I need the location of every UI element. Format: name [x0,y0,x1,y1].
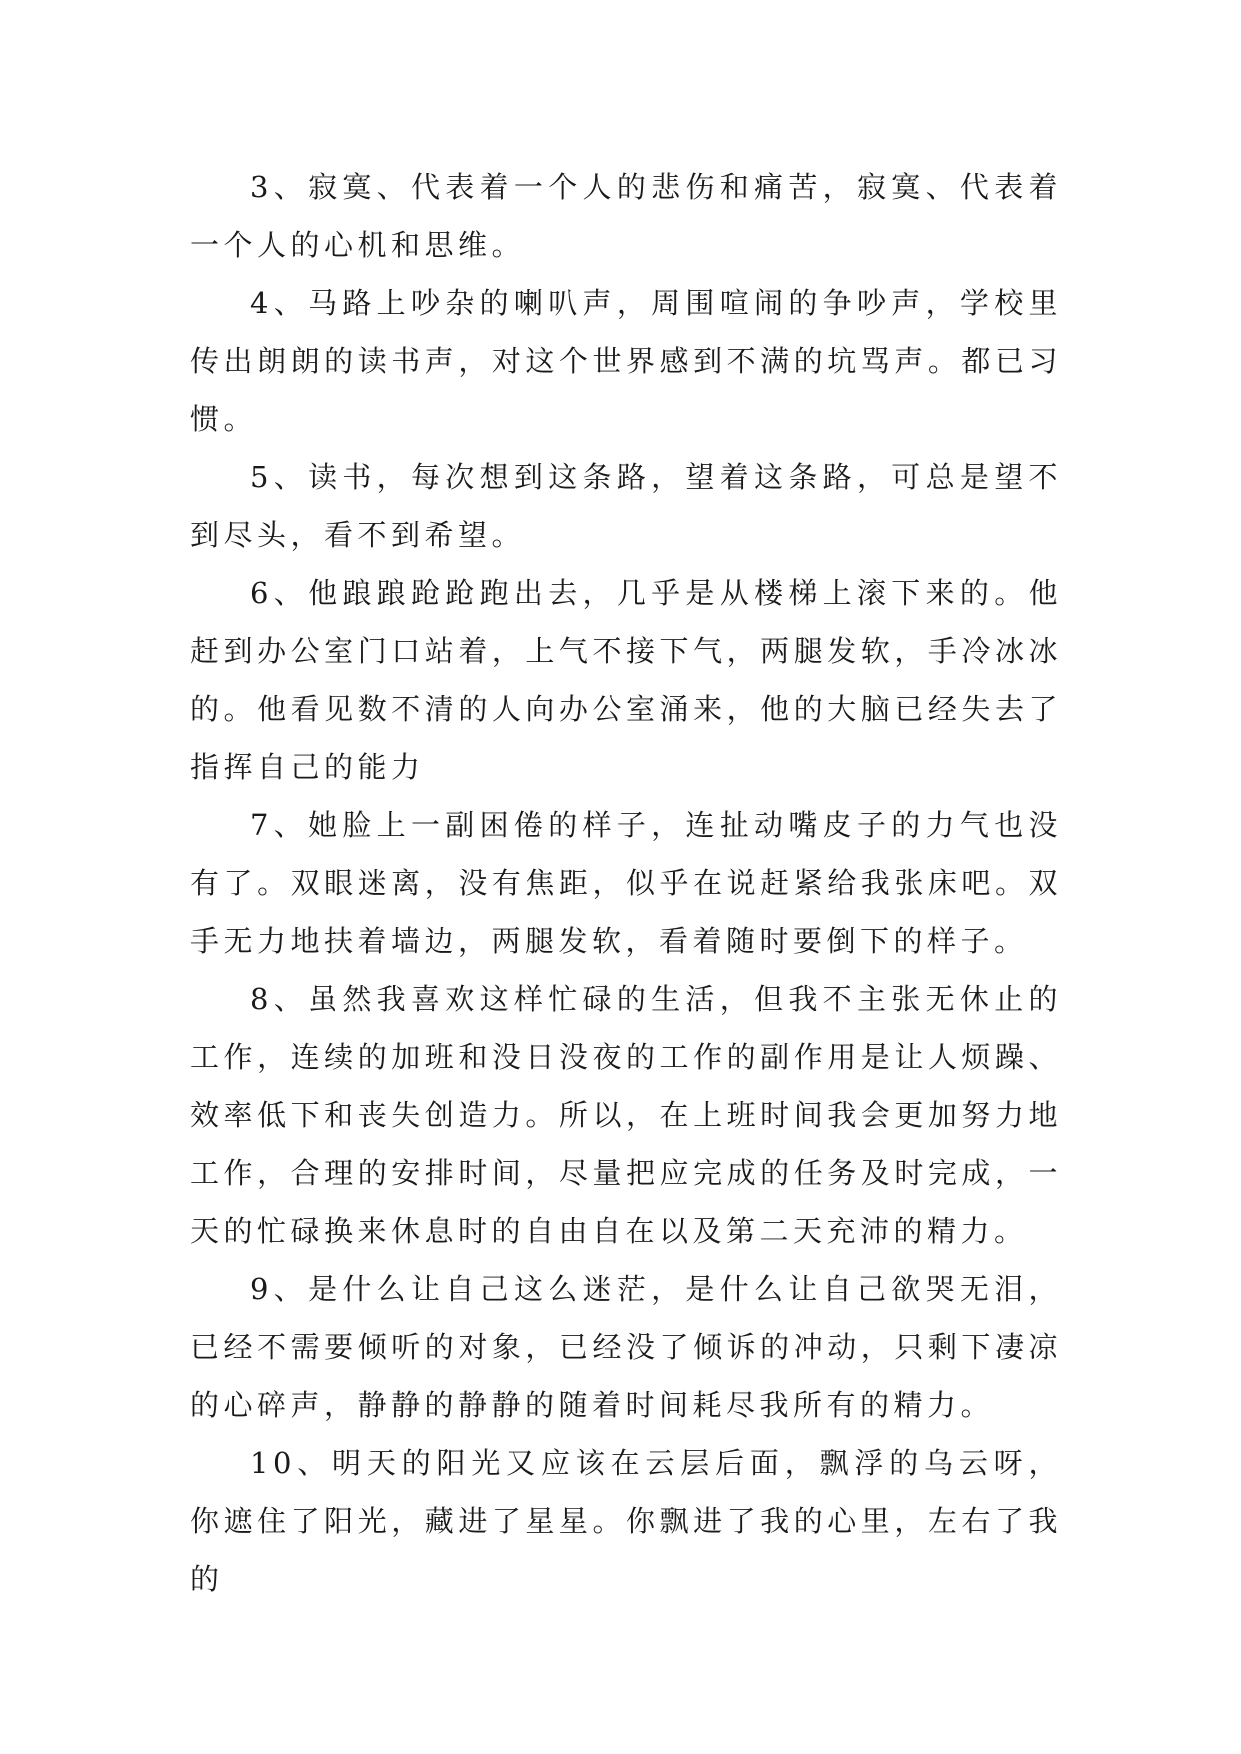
paragraph-3: 3、寂寞、代表着一个人的悲伤和痛苦，寂寞、代表着一个人的心机和思维。 [190,170,1062,262]
paragraph-5: 5、读书，每次想到这条路，望着这条路，可总是望不到尽头，看不到希望。 [190,460,1062,552]
paragraph-9: 9、是什么让自己这么迷茫，是什么让自己欲哭无泪，已经不需要倾听的对象，已经没了倾诉的冲动，只剩下凄凉的心碎声，静静的静静的随着时间耗尽我所有的精力。 [190,1272,1062,1422]
paragraph-8: 8、虽然我喜欢这样忙碌的生活，但我不主张无休止的工作，连续的加班和没日没夜的工作的副作用是让人烦躁、效率低下和丧失创造力。所以，在上班时间我会更加努力地工作，合理的安排时间，尽量把应完成的任务及时完成，一天的忙碌换来休息时的自由自在以及第二天充沛的精力。 [190,982,1062,1248]
document-body [190,158,1062,1608]
paragraph-10: 10、明天的阳光又应该在云层后面，飘浮的乌云呀，你遮住了阳光，藏进了星星。你飘进了我的心里，左右了我的 [190,1446,1062,1596]
paragraph-7: 7、她脸上一副困倦的样子，连扯动嘴皮子的力气也没有了。双眼迷离，没有焦距，似乎在说赶紧给我张床吧。双手无力地扶着墙边，两腿发软，看着随时要倒下的样子。 [190,808,1062,958]
paragraph-6: 6、他踉踉跄跄跑出去，几乎是从楼梯上滚下来的。他赶到办公室门口站着，上气不接下气，两腿发软，手冷冰冰的。他看见数不清的人向办公室涌来，他的大脑已经失去了指挥自己的能力 [190,576,1062,784]
paragraph-4: 4、马路上吵杂的喇叭声，周围喧闹的争吵声，学校里传出朗朗的读书声，对这个世界感到不满的坑骂声。都已习惯。 [190,286,1062,436]
